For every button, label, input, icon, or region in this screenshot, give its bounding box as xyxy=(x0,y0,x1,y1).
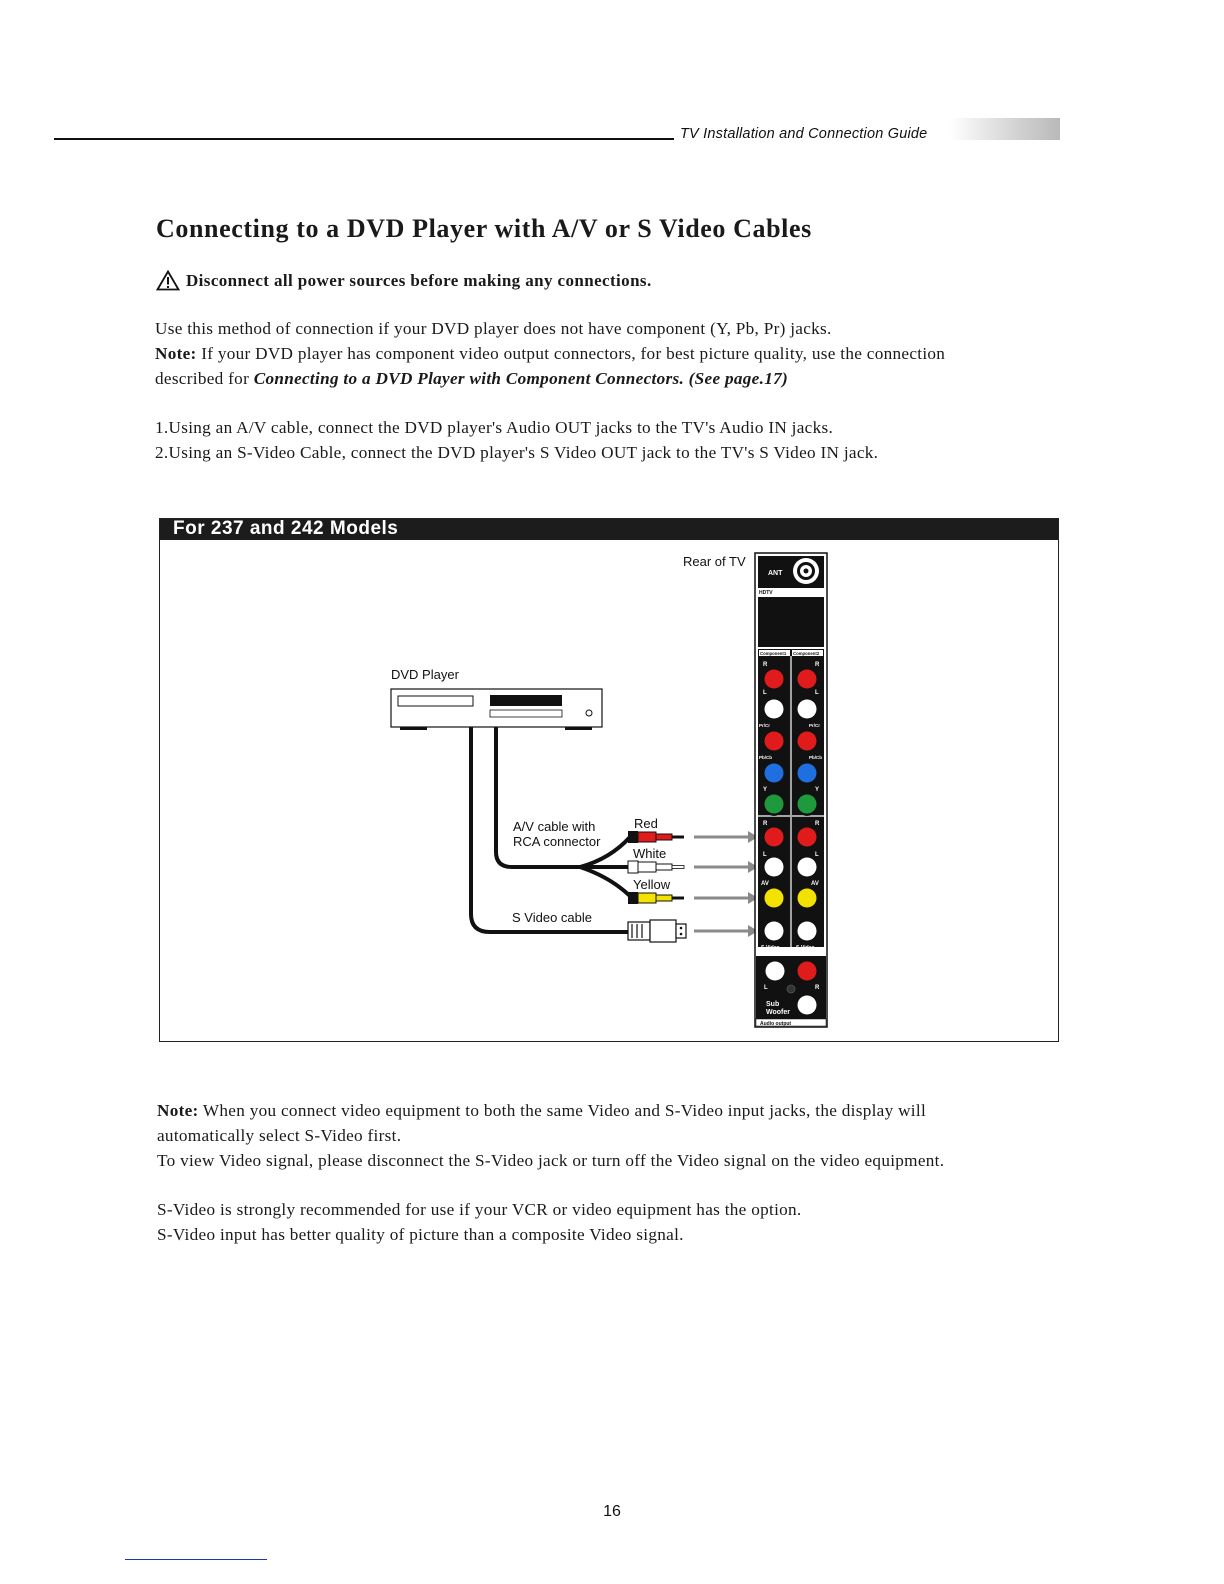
connection-diagram xyxy=(159,518,1059,1042)
svideo-recommendation xyxy=(157,1197,802,1247)
av1-label: AV xyxy=(761,881,769,887)
jack-comp2-l-ring-0 xyxy=(798,700,817,719)
notes-paragraph xyxy=(157,1098,944,1173)
av-cable-label-2: RCA connector xyxy=(513,834,601,849)
svideo-plug xyxy=(628,920,686,942)
av-cable xyxy=(496,727,634,896)
jack-audio-out-r-ring-0 xyxy=(798,962,817,981)
comp1-pr-label: Pr/Cr xyxy=(759,723,771,728)
comp2-pb-label: Pb/Cb xyxy=(809,755,822,760)
diagram-svg xyxy=(160,519,1060,1043)
av1-l-label: L xyxy=(763,852,767,858)
connection-arrows xyxy=(694,831,758,937)
jack-av2-r-ring-0 xyxy=(798,828,817,847)
jack-comp1-pr-ring-0 xyxy=(765,732,784,751)
av1-r-label: R xyxy=(763,821,768,827)
jack-svideo2-ring-0 xyxy=(798,922,817,941)
sub-label: Sub xyxy=(766,1001,780,1008)
note-line-1 xyxy=(157,1098,944,1123)
jack-comp2-pb-ring-0 xyxy=(798,764,817,783)
jack-av1-l-ring-0 xyxy=(765,858,784,877)
jack-subwoofer-ring-0 xyxy=(798,996,817,1015)
jack-comp2-r-ring-0 xyxy=(798,670,817,689)
page-number: 16 xyxy=(603,1503,621,1520)
jack-comp1-l-ring-0 xyxy=(765,700,784,719)
jack-comp1-y-ring-0 xyxy=(765,795,784,814)
recommendation-line-1: S-Video is strongly recommended for use if your VCR or video equipment has the option. xyxy=(157,1200,802,1219)
warning-triangle-icon xyxy=(156,270,180,291)
audio-output-label: Audio output xyxy=(760,1021,792,1027)
intro-line-1: Use this method of connection if your DVD player does not have component (Y, Pb, Pr) jacks. xyxy=(155,319,832,338)
comp1-pb-label: Pb/Cb xyxy=(759,755,772,760)
audio-out-r-label: R xyxy=(815,985,820,991)
svideo-cable-label: S Video cable xyxy=(512,910,592,925)
jack-av2-video-ring-0 xyxy=(798,889,817,908)
header-rule xyxy=(54,138,674,140)
svideo1-label: S-Video xyxy=(761,945,780,951)
comp2-r-label: R xyxy=(815,662,820,668)
dvd-player-label: DVD Player xyxy=(391,667,459,682)
note-label: Note: xyxy=(157,1101,199,1120)
jack-svideo1-ring-0 xyxy=(765,922,784,941)
jack-audio-out-l-ring-0 xyxy=(766,962,785,981)
plug-label-yellow: Yellow xyxy=(633,877,671,892)
plug-label-red: Red xyxy=(634,816,658,831)
audio-out-l-label: L xyxy=(764,985,768,991)
component2-label: Component2 xyxy=(793,651,820,656)
jack-av2-l-ring-0 xyxy=(798,858,817,877)
jack-comp1-pb-ring-0 xyxy=(765,764,784,783)
comp1-l-label: L xyxy=(763,690,767,696)
svideo2-label: S-Video xyxy=(796,945,815,951)
intro-paragraph xyxy=(155,316,945,391)
component-reference: Connecting to a DVD Player with Component Connectors. (See page.17) xyxy=(253,369,789,388)
step-1: 1.Using an A/V cable, connect the DVD player's Audio OUT jacks to the TV's Audio IN jacks. xyxy=(155,418,834,437)
comp2-y-label: Y xyxy=(815,787,820,793)
av2-l-label: L xyxy=(815,852,819,858)
av2-label: AV xyxy=(811,881,819,887)
jack-comp1-r-ring-0 xyxy=(765,670,784,689)
white-rca-plug xyxy=(628,861,684,873)
warning-text: Disconnect all power sources before making any connections. xyxy=(186,270,652,290)
hdtv-label: HDTV xyxy=(759,590,773,596)
intro-note-text: If your DVD player has component video output connectors, for best picture quality, use the connection xyxy=(196,344,946,363)
comp2-l-label: L xyxy=(815,690,819,696)
component1-label: Component1 xyxy=(760,651,787,656)
yellow-rca-plug xyxy=(628,892,684,904)
note-line-3: To view Video signal, please disconnect the S-Video jack or turn off the Video signal on the video equipment. xyxy=(157,1151,945,1170)
woofer-label: Woofer xyxy=(766,1009,790,1016)
jack-comp2-y-ring-0 xyxy=(798,795,817,814)
ant-label: ANT xyxy=(768,570,783,577)
jack-av1-r-ring-0 xyxy=(765,828,784,847)
note-line-2: automatically select S-Video first. xyxy=(157,1126,402,1145)
intro-line-2 xyxy=(155,341,945,366)
intro-note-label: Note: xyxy=(155,344,197,363)
red-rca-plug xyxy=(628,831,684,843)
av-cable-label-1: A/V cable with xyxy=(513,819,596,834)
page-title: Connecting to a DVD Player with A/V or S Video Cables xyxy=(156,214,812,243)
comp1-y-label: Y xyxy=(763,787,768,793)
comp2-pr-label: Pr/Cr xyxy=(809,723,821,728)
dvd-player-illustration xyxy=(391,689,602,730)
jack-av1-video-ring-0 xyxy=(765,889,784,908)
model-banner-text: For 237 and 242 Models xyxy=(173,518,399,539)
intro-line-3 xyxy=(155,366,945,391)
step-2: 2.Using an S-Video Cable, connect the DVD player's S Video OUT jack to the TV's S Video IN jack. xyxy=(155,443,879,462)
tv-rear-panel xyxy=(755,553,827,1027)
footer-rule xyxy=(125,1559,267,1560)
note-text-1: When you connect video equipment to both the same Video and S-Video input jacks, the display will xyxy=(198,1101,927,1120)
jack-comp2-pr-ring-0 xyxy=(798,732,817,751)
header-guide-title: TV Installation and Connection Guide xyxy=(680,126,928,142)
comp1-r-label: R xyxy=(763,662,768,668)
plug-label-white: White xyxy=(633,846,667,861)
header-gradient-tab xyxy=(950,118,1060,140)
intro-line-3-prefix: described for xyxy=(155,369,254,388)
av2-r-label: R xyxy=(815,821,820,827)
steps-list xyxy=(155,415,878,465)
warning-line xyxy=(156,270,652,291)
recommendation-line-2: S-Video input has better quality of picture than a composite Video signal. xyxy=(157,1225,684,1244)
rear-of-tv-label: Rear of TV xyxy=(683,554,746,569)
